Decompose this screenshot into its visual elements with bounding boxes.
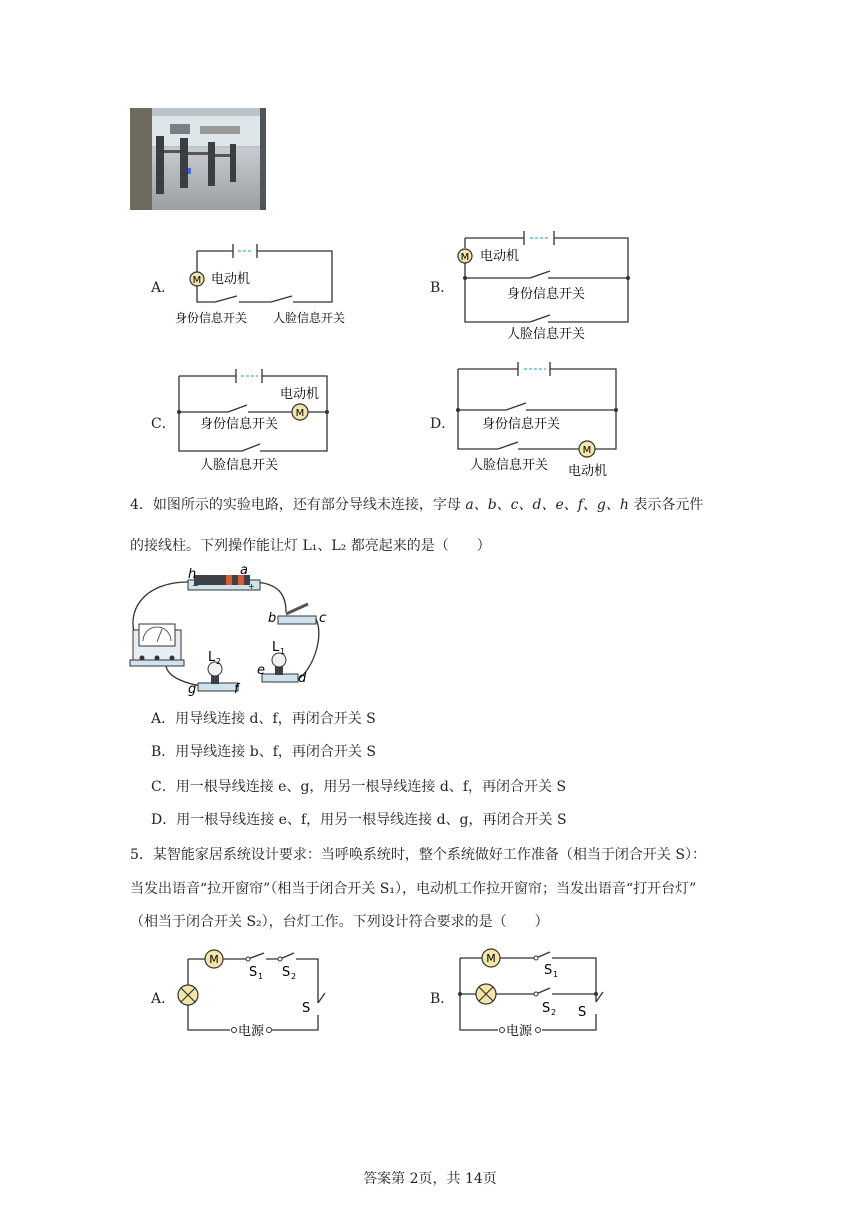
page-footer: 答案第 2页，共 14页 xyxy=(363,1171,497,1187)
terminal-c: c xyxy=(319,611,327,626)
motor-label: 电动机 xyxy=(280,387,320,402)
motor-label: 电动机 xyxy=(568,464,608,479)
q5-option-b-label: B． xyxy=(430,991,455,1007)
id-switch-label: 身份信息开关 xyxy=(200,417,279,432)
face-switch-label: 人脸信息开关 xyxy=(273,311,346,325)
battery-plus: + xyxy=(248,582,255,591)
q3-option-c-circuit xyxy=(170,362,340,474)
q4-option-d: D．用一根导线连接 e、f，用另一根导线连接 d、g，再闭合开关 S xyxy=(151,812,567,828)
s2-label: S xyxy=(542,1001,551,1016)
q3-option-d-circuit xyxy=(452,355,632,480)
motor-m: M xyxy=(486,952,496,965)
terminal-e: e xyxy=(257,663,265,678)
q5-option-a-label: A． xyxy=(151,991,176,1007)
q3-option-c-label: C． xyxy=(151,416,176,432)
q4-apparatus-figure xyxy=(128,566,338,696)
id-switch-label: 身份信息开关 xyxy=(507,287,586,302)
terminal-a: a xyxy=(240,566,248,578)
q5-option-a-circuit xyxy=(172,945,332,1045)
s1-label: S xyxy=(544,963,553,978)
id-switch-label: 身份信息开关 xyxy=(175,311,248,325)
s-label: S xyxy=(578,1005,587,1020)
lamp-l1-sub: 1 xyxy=(280,647,286,656)
terminal-f: f xyxy=(234,682,239,696)
lamp-l2-sub: 2 xyxy=(216,657,222,666)
s1-label: S xyxy=(249,965,258,980)
turnstile-photo xyxy=(130,108,266,210)
q3-option-b-label: B． xyxy=(430,280,455,296)
q5-stem-line2: 当发出语音“拉开窗帘”（相当于闭合开关 S₁），电动机工作拉开窗帘；当发出语音“打开台灯” xyxy=(130,881,697,897)
q4-option-a: A．用导线连接 d、f，再闭合开关 S xyxy=(151,711,376,727)
q5-option-b-circuit xyxy=(450,942,620,1042)
q4-stem-line2: 的接线柱。下列操作能让灯 L₁、L₂ 都亮起来的是（ ） xyxy=(130,538,491,554)
lamp-l1-label: L xyxy=(272,640,280,655)
s2-sub: 2 xyxy=(291,972,297,981)
s1-sub: 1 xyxy=(553,970,559,979)
face-switch-label: 人脸信息开关 xyxy=(200,458,279,473)
s-label: S xyxy=(302,1001,311,1016)
q5-stem-line1: 5．某智能家居系统设计要求：当呼唤系统时，整个系统做好工作准备（相当于闭合开关 S）： xyxy=(130,847,706,863)
terminal-d: d xyxy=(298,671,307,686)
s2-label: S xyxy=(282,965,291,980)
motor-label: 电动机 xyxy=(211,272,251,287)
lamp-l2-label: L xyxy=(208,650,216,665)
terminal-b: b xyxy=(268,611,277,626)
terminal-g: g xyxy=(188,682,197,696)
q5-stem-line3: （相当于闭合开关 S₂），台灯工作。下列设计符合要求的是（ ） xyxy=(130,914,549,930)
face-switch-label: 人脸信息开关 xyxy=(507,327,586,342)
motor-m: M xyxy=(192,275,202,286)
q3-option-a-circuit xyxy=(175,236,375,336)
motor-m: M xyxy=(460,252,470,263)
face-switch-label: 人脸信息开关 xyxy=(470,458,549,473)
power-label: 电源 xyxy=(238,1024,265,1039)
q3-option-a-label: A． xyxy=(151,280,176,296)
q4-option-c: C．用一根导线连接 e、g，用另一根导线连接 d、f，再闭合开关 S xyxy=(151,779,567,795)
power-label: 电源 xyxy=(506,1024,533,1039)
q4-stem-line1: 4．如图所示的实验电路，还有部分导线未连接，字母 a、b、c、d、e、f、g、h 表示各元件 xyxy=(130,497,704,513)
motor-m: M xyxy=(209,953,219,966)
s2-sub: 2 xyxy=(551,1008,557,1017)
id-switch-label: 身份信息开关 xyxy=(482,417,561,432)
s1-sub: 1 xyxy=(258,972,264,981)
q3-option-b-circuit xyxy=(452,228,642,348)
battery-minus: − xyxy=(192,581,199,590)
q4-option-b: B．用导线连接 b、f，再闭合开关 S xyxy=(151,744,376,760)
terminal-h: h xyxy=(188,567,197,582)
q3-option-d-label: D． xyxy=(430,416,456,432)
motor-m: M xyxy=(295,408,305,419)
motor-m: M xyxy=(582,445,592,456)
motor-label: 电动机 xyxy=(480,249,520,264)
